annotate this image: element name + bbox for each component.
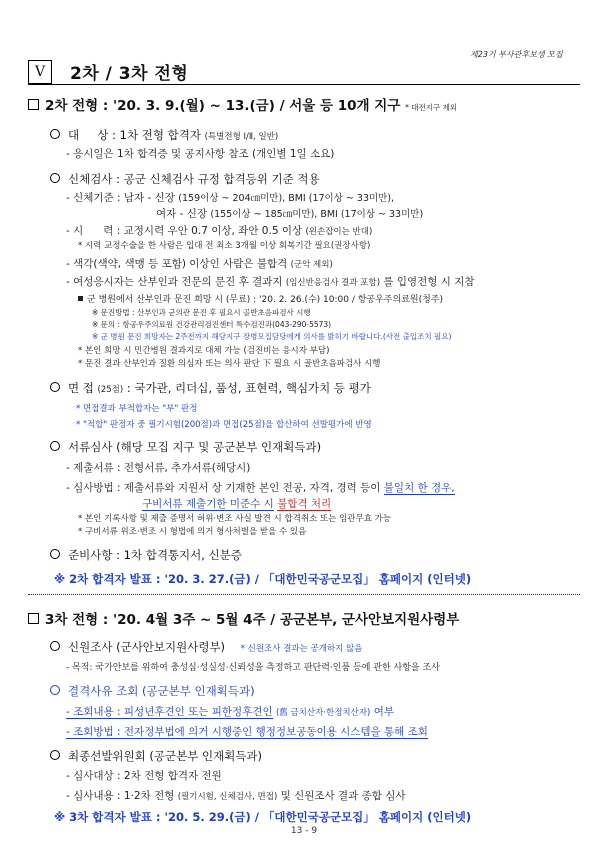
circle-bullet-icon xyxy=(50,685,60,695)
bg-check-row: 신원조사 (군사안보지원사령부) * 신원조사 결과는 공개하지 않음 xyxy=(50,639,363,655)
final-target: - 심사대상 : 2차 전형 합격자 전원 xyxy=(66,770,222,782)
stage2-title: 2차 전형 : '20. 3. 9.(월) ~ 13.(금) / 서울 등 10개 지구 xyxy=(45,98,401,114)
final-row: 최종선발위원회 (공군본부 인재획득과) xyxy=(50,748,262,764)
section-number: Ⅴ xyxy=(28,60,52,84)
page-number: 13 - 9 xyxy=(290,826,318,836)
disq-target: - 조회내용 : 피성년후견인 또는 피한정후견인 (舊 금치산자·한정치산자) 여부 xyxy=(66,706,395,718)
circle-bullet-icon xyxy=(50,441,60,451)
note-contact: ※ 문의 : 항공우주의료원 건강관리검진센터 특수검진과(043-290-5573) xyxy=(92,320,332,329)
vision-sub: * 시력 교정수술을 한 사람은 입대 전 최소 3개월 이상 회복기간 필요(권장사항) xyxy=(78,241,371,251)
docs-method-2: 구비서류 제출기한 미준수 시 불합격 처리 xyxy=(142,498,332,510)
stage3-announce: ※ 3차 합격자 발표 : '20. 5. 29.(금) / 「대한민국공군모집」 홈페이지 (인터넷) xyxy=(54,810,472,824)
circle-bullet-icon xyxy=(50,641,60,651)
square-bullet-icon xyxy=(28,613,39,624)
circle-bullet-icon xyxy=(50,173,60,183)
square-bullet-icon xyxy=(28,99,39,110)
interview-note-1: * 면접결과 부적합자는 "부" 판정 xyxy=(76,404,198,414)
circle-bullet-icon xyxy=(50,549,60,559)
circle-bullet-icon xyxy=(50,382,60,392)
vision-row: - 시 력 : 교정시력 우안 0.7 이상, 좌안 0.5 이상 (왼손잡이는 반대) xyxy=(66,225,373,237)
circle-bullet-icon xyxy=(50,129,60,139)
circle-bullet-icon xyxy=(50,750,60,760)
target-sub: - 응시일은 1차 합격증 및 공지사항 참조 (개인별 1일 소요) xyxy=(66,148,335,160)
prep-row: 준비사항 : 1차 합격통지서, 신분증 xyxy=(50,547,242,563)
sub-note-2: * 문진 결과 산부인과 질환 의심자 또는 의사 판단 下 필요 시 골반초음파검사 시행 xyxy=(78,359,381,369)
stage3-title: 3차 전형 : '20. 4월 3주 ~ 5월 4주 / 공군본부, 군사안보지원사령부 xyxy=(45,612,460,628)
disq-row: 결격사유 조회 (공군본부 인재획득과) xyxy=(50,683,255,699)
section-divider xyxy=(28,84,580,85)
body-standard-male: - 신체기준 : 남자 - 신장 (159이상 ~ 204㎝미만), BMI (17이상 ~ 33미만), xyxy=(66,192,395,204)
docs-note-1: * 본인 기록사항 및 제출 증명서 허위·변조 사실 발견 시 합격취소 또는 임관무효 가능 xyxy=(78,514,392,524)
body-standard-female: 여자 - 신장 (155이상 ~ 185㎝미만), BMI (17이상 ~ 33미만) xyxy=(156,208,424,220)
stage2-heading xyxy=(28,94,457,114)
note-blue: ※ 군 병원 문진 희망자는 2주전까지 해당지구 장병모집담당에게 의사를 밝히기 바랍니다.(사전 출입조치 필요) xyxy=(92,332,452,341)
dotted-divider xyxy=(28,594,580,595)
target-row: 대 상 : 1차 전형 합격자 (특별전형 Ⅰ/Ⅱ, 일반) xyxy=(50,127,278,143)
army-hospital-row: 군 병원에서 산부인과 문진 희망 시 (무료) : '20. 2. 26.(수) 10:00 / 항공우주의료원(청주) xyxy=(78,292,443,305)
docs-method: - 심사방법 : 제출서류와 지원서 상 기재한 본인 전공, 자격, 경력 등이 불일치 한 경우, xyxy=(66,482,455,494)
note-method: ※ 문진방법 : 산부인과 군의관 문진 후 필요시 골반초음파검사 시행 xyxy=(92,308,311,317)
color-row: - 색각(색약, 색맹 등 포함) 이상인 사람은 불합격 (군악 제외) xyxy=(66,258,333,270)
section-title: 2차 / 3차 전형 xyxy=(70,64,189,84)
stage3-heading xyxy=(28,608,459,628)
square-bullet-icon xyxy=(78,296,83,301)
docs-submit: - 제출서류 : 전형서류, 추가서류(해당시) xyxy=(66,462,251,474)
female-row: - 여성응시자는 산부인과 전문의 문진 후 결과지 (임신반응검사 결과 포함) 를 입영전형 시 지참 xyxy=(66,276,475,288)
stage2-announce: ※ 2차 합격자 발표 : '20. 3. 27.(금) / 「대한민국공군모집」 홈페이지 (인터넷) xyxy=(54,572,472,586)
docs-note-2: * 구비서류 위조·변조 시 형법에 의거 형사처벌을 받을 수 있음 xyxy=(78,527,307,537)
stage2-title-note: * 대전지구 제외 xyxy=(405,103,458,112)
header-note: 제23기 부사관후보생 모집 xyxy=(470,50,563,59)
final-content: - 심사내용 : 1·2차 전형 (필기시험, 신체검사, 면접) 및 신원조사 결과 종합 심사 xyxy=(66,790,406,802)
docs-row: 서류심사 (해당 모집 지구 및 공군본부 인재획득과) xyxy=(50,439,321,455)
disq-method: - 조회방법 : 전자정부법에 의거 시행중인 행정정보공동이용 시스템을 통해 조회 xyxy=(66,726,428,738)
interview-note-2: * "적합" 판정자 중 필기시험(200점)과 면접(25점)을 합산하여 선발평가에 반영 xyxy=(76,420,372,430)
sub-note-1: * 본인 희망 시 민간병원 결과지로 대체 가능 (검진비는 응시자 부담) xyxy=(78,346,330,356)
interview-row: 면 접 (25점) : 국가관, 리더십, 품성, 표현력, 핵심가치 등 평가 xyxy=(50,380,371,396)
bg-purpose: - 목적: 국가안보를 위하여 충성심·성실성·신뢰성을 측정하고 판단력·인품 등에 관한 사항을 조사 xyxy=(66,663,440,673)
body-check-row: 신체검사 : 공군 신체검사 규정 합격등위 기준 적용 xyxy=(50,171,320,187)
